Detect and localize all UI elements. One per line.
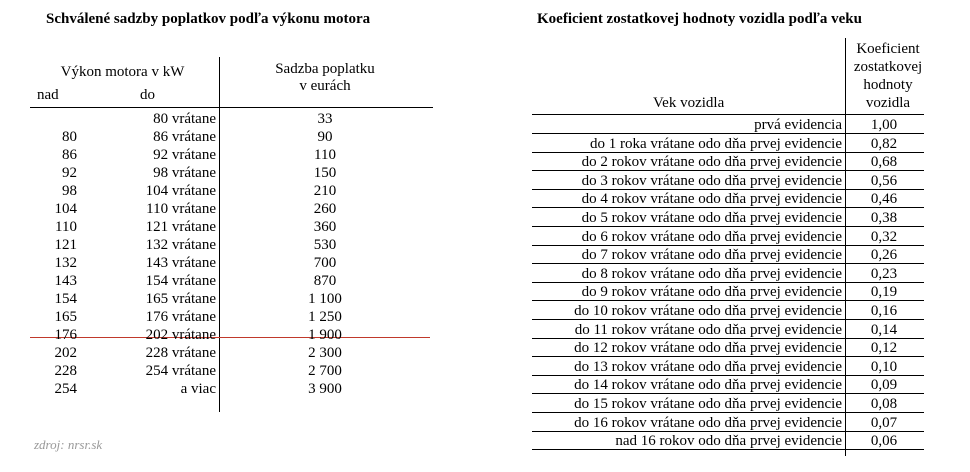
right-table-row xyxy=(0,153,970,171)
vehicle-age-cell: do 16 rokov vrátane odo dňa prvej evidencie xyxy=(574,414,842,431)
fee-cell: 90 xyxy=(317,129,333,145)
right-header-age: Vek vozidla xyxy=(653,95,725,111)
right-table-row xyxy=(0,302,970,320)
right-table-row xyxy=(0,246,970,264)
fee-cell: 33 xyxy=(317,111,333,127)
coefficient-cell: 0,38 xyxy=(870,210,898,226)
coefficient-cell: 0,10 xyxy=(870,358,898,375)
vehicle-age-cell: do 5 rokov vrátane odo dňa prvej evidencie xyxy=(581,210,842,226)
vehicle-age-cell: do 3 rokov vrátane odo dňa prvej evidencie xyxy=(581,172,842,189)
fee-cell: 2 700 xyxy=(308,363,342,379)
power-from-cell: 98 xyxy=(62,183,77,199)
coefficient-cell: 0,14 xyxy=(870,321,898,338)
power-from-cell: 176 xyxy=(54,327,77,343)
right-table-row xyxy=(0,321,970,339)
vehicle-age-cell: nad 16 rokov odo dňa prvej evidencie xyxy=(615,433,842,450)
right-header-coef-line: hodnoty xyxy=(863,77,913,93)
left-header-to: do xyxy=(140,87,155,103)
coefficient-cell: 1,00 xyxy=(870,117,898,133)
source-note: zdroj: nrsr.sk xyxy=(34,437,103,452)
row-rule xyxy=(532,449,924,450)
right-table-row xyxy=(0,172,970,190)
coefficient-cell: 0,12 xyxy=(870,340,898,357)
right-table-row xyxy=(0,376,970,394)
vehicle-age-cell: do 8 rokov vrátane odo dňa prvej evidencie xyxy=(581,265,842,282)
coefficient-cell: 0,32 xyxy=(870,228,898,245)
right-table-row xyxy=(0,116,970,134)
right-table-row xyxy=(0,395,970,413)
coefficient-cell: 0,16 xyxy=(870,303,898,319)
coefficient-cell: 0,82 xyxy=(870,135,898,152)
vehicle-age-cell: do 2 rokov vrátane odo dňa prvej evidencie xyxy=(581,154,842,171)
power-from-cell: 254 xyxy=(54,381,77,397)
vehicle-age-cell: do 7 rokov vrátane odo dňa prvej evidencie xyxy=(581,247,842,264)
coefficient-cell: 0,09 xyxy=(870,377,898,394)
power-from-cell: 86 xyxy=(62,147,77,163)
coefficient-cell: 0,08 xyxy=(870,396,898,412)
fee-cell: 700 xyxy=(313,255,337,271)
power-to-cell: 98 vrátane xyxy=(153,165,216,181)
vehicle-age-cell: prvá evidencia xyxy=(754,117,842,133)
coefficient-cell: 0,68 xyxy=(870,154,898,171)
fee-cell: 870 xyxy=(313,273,337,289)
fee-cell: 210 xyxy=(313,183,337,199)
right-table-row xyxy=(0,283,970,301)
left-header-from: nad xyxy=(37,87,59,103)
right-header-coef-line: vozidla xyxy=(865,95,911,111)
right-table-row xyxy=(0,339,970,357)
power-to-cell: 92 vrátane xyxy=(153,147,216,163)
power-from-cell: 104 xyxy=(54,201,77,217)
power-to-cell: 121 vrátane xyxy=(145,219,216,235)
power-from-cell: 143 xyxy=(54,273,77,289)
power-from-cell: 92 xyxy=(62,165,77,181)
fee-cell: 1 900 xyxy=(308,327,342,343)
fee-cell: 150 xyxy=(313,165,337,181)
power-from-cell: 121 xyxy=(54,237,77,253)
right-header-coef-line: zostatkovej xyxy=(853,59,923,75)
coefficient-cell: 0,07 xyxy=(870,414,898,431)
vehicle-age-cell: do 1 roka vrátane odo dňa prvej evidencie xyxy=(590,135,842,152)
right-table-row xyxy=(0,265,970,283)
right-table-row xyxy=(0,135,970,153)
vehicle-age-cell: do 10 rokov vrátane odo dňa prvej evidencie xyxy=(574,303,842,319)
fee-cell: 530 xyxy=(313,237,337,253)
vehicle-age-cell: do 9 rokov vrátane odo dňa prvej evidencie xyxy=(581,284,842,301)
coefficient-cell: 0,06 xyxy=(870,433,898,450)
fee-cell: 1 250 xyxy=(308,309,342,325)
power-to-cell: 228 vrátane xyxy=(145,345,216,361)
power-to-cell: 176 vrátane xyxy=(145,309,216,325)
power-to-cell: 165 vrátane xyxy=(145,291,216,307)
power-to-cell: 132 vrátane xyxy=(145,237,216,253)
power-from-cell: 132 xyxy=(54,255,77,271)
vehicle-age-cell: do 14 rokov vrátane odo dňa prvej evidencie xyxy=(574,377,842,394)
power-from-cell: 228 xyxy=(54,363,77,379)
right-header-coef xyxy=(848,40,928,112)
right-table-body xyxy=(0,116,970,458)
power-to-cell: 143 vrátane xyxy=(145,255,216,271)
right-table-row xyxy=(0,228,970,246)
vehicle-age-cell: do 15 rokov vrátane odo dňa prvej evidencie xyxy=(574,396,842,412)
left-header-power: Výkon motora v kW xyxy=(60,64,185,80)
vehicle-age-cell: do 4 rokov vrátane odo dňa prvej evidencie xyxy=(581,191,842,208)
right-table-row xyxy=(0,209,970,227)
right-header-rule xyxy=(532,114,924,115)
vehicle-age-cell: do 12 rokov vrátane odo dňa prvej evidencie xyxy=(574,340,842,357)
power-to-cell: 202 vrátane xyxy=(145,327,216,343)
left-header-rule xyxy=(30,107,433,108)
power-to-cell: 110 vrátane xyxy=(146,201,216,217)
fee-cell: 1 100 xyxy=(308,291,342,307)
power-from-cell: 110 xyxy=(55,219,77,235)
power-to-cell: a viac xyxy=(180,381,216,397)
power-to-cell: 104 vrátane xyxy=(145,183,216,199)
left-header-fee-line2: v eurách xyxy=(299,78,351,94)
power-to-cell: 154 vrátane xyxy=(145,273,216,289)
right-header-coef-line: Koeficient xyxy=(856,41,920,57)
coefficient-cell: 0,56 xyxy=(870,172,898,189)
left-header-divider xyxy=(219,57,220,107)
right-table-row xyxy=(0,414,970,432)
power-to-cell: 86 vrátane xyxy=(153,129,216,145)
power-from-cell: 165 xyxy=(54,309,77,325)
power-to-cell: 254 vrátane xyxy=(145,363,216,379)
vehicle-age-cell: do 13 rokov vrátane odo dňa prvej evidencie xyxy=(574,358,842,375)
coefficient-cell: 0,19 xyxy=(870,284,898,301)
power-from-cell: 202 xyxy=(54,345,77,361)
power-from-cell: 154 xyxy=(54,291,77,307)
fee-cell: 360 xyxy=(313,219,337,235)
fee-cell: 2 300 xyxy=(308,345,342,361)
power-to-cell: 80 vrátane xyxy=(153,111,216,127)
power-from-cell: 80 xyxy=(62,129,77,145)
coefficient-cell: 0,46 xyxy=(870,191,898,208)
fee-cell: 110 xyxy=(314,147,336,163)
right-table-row xyxy=(0,358,970,376)
coefficient-cell: 0,26 xyxy=(870,247,898,264)
right-header-divider xyxy=(845,38,846,114)
right-table-row xyxy=(0,190,970,208)
fee-cell: 260 xyxy=(313,201,337,217)
left-table-title: Schválené sadzby poplatkov podľa výkonu motora xyxy=(46,11,371,27)
vehicle-age-cell: do 6 rokov vrátane odo dňa prvej evidencie xyxy=(581,228,842,245)
coefficient-cell: 0,23 xyxy=(870,265,898,282)
right-table-row xyxy=(0,432,970,450)
left-header-fee-line1: Sadzba poplatku xyxy=(275,61,375,77)
fee-cell: 3 900 xyxy=(308,381,342,397)
right-table-title: Koeficient zostatkovej hodnoty vozidla podľa veku xyxy=(537,11,862,27)
vehicle-age-cell: do 11 rokov vrátane odo dňa prvej evidencie xyxy=(574,321,842,338)
